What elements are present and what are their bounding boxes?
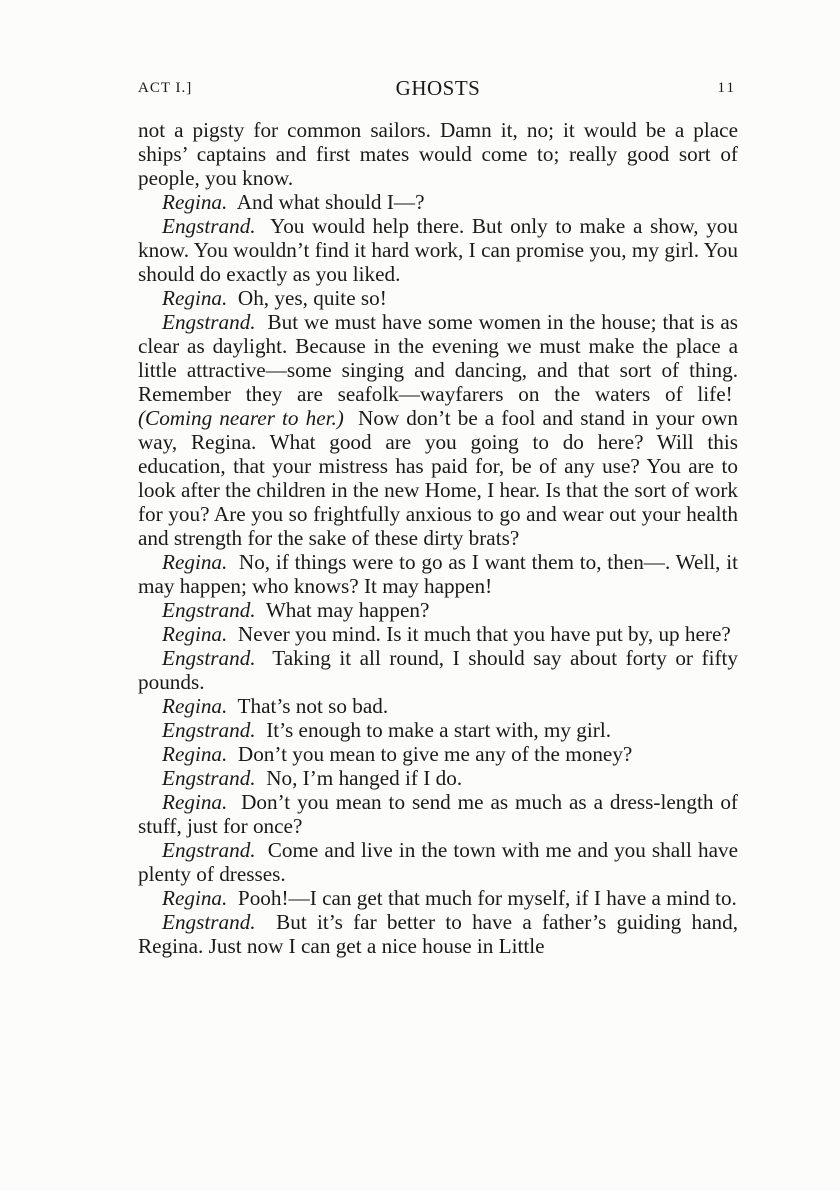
page-number: 11 <box>717 80 736 96</box>
page-body <box>138 118 738 958</box>
speaker-name: Regina. <box>162 190 228 214</box>
dialogue-text: Don’t you mean to send me as much as a dress-length of stuff, just for once? <box>138 790 738 838</box>
speaker-name: Regina. <box>162 886 228 910</box>
dialogue-text: Never you mind. Is it much that you have put by, up here? <box>237 622 731 646</box>
speaker-name: Regina. <box>162 550 228 574</box>
paragraph <box>138 286 738 310</box>
speaker-name: Engstrand. <box>162 766 256 790</box>
dialogue-text: Pooh!—I can get that much for myself, if I have a mind to. <box>237 886 737 910</box>
speaker-name: Engstrand. <box>162 310 256 334</box>
speaker-name: Regina. <box>162 694 228 718</box>
running-header <box>138 76 738 100</box>
speaker-name: Engstrand. <box>162 646 256 670</box>
dialogue-text: No, if things were to go as I want them to, then—. Well, it may happen; who knows? It may happen! <box>138 550 738 598</box>
dialogue-text: Oh, yes, quite so! <box>237 286 387 310</box>
paragraph <box>138 742 738 766</box>
dialogue-text: Taking it all round, I should say about forty or fifty pounds. <box>138 646 738 694</box>
speaker-name: Engstrand. <box>162 718 256 742</box>
dialogue-text: Come and live in the town with me and you shall have plenty of dresses. <box>138 838 739 886</box>
speaker-name: Regina. <box>162 790 228 814</box>
dialogue-text: But it’s far better to have a father’s guiding hand, Regina. Just now I can get a nice house in Little <box>138 910 739 958</box>
paragraph <box>138 790 738 838</box>
speaker-name: Regina. <box>162 622 228 646</box>
paragraph <box>138 910 738 958</box>
paragraph <box>138 550 738 598</box>
act-label: ACT I.] <box>138 80 193 96</box>
speaker-name: Engstrand. <box>162 598 256 622</box>
dialogue-text: What may happen? <box>265 598 430 622</box>
paragraph <box>138 718 738 742</box>
paragraph <box>138 598 738 622</box>
dialogue-text: That’s not so bad. <box>237 694 389 718</box>
paragraph <box>138 694 738 718</box>
paragraph <box>138 622 738 646</box>
speaker-name: Regina. <box>162 742 228 766</box>
book-title: GHOSTS <box>395 76 481 100</box>
dialogue-text: No, I’m hanged if I do. <box>266 766 463 790</box>
dialogue-text: You would help there. But only to make a show, you know. You wouldn’t find it hard work, I can promise you, my girl. You should do exactly as you liked. <box>138 214 738 286</box>
paragraph <box>138 310 738 550</box>
dialogue-text: Don’t you mean to give me any of the money? <box>237 742 633 766</box>
paragraph <box>138 214 738 286</box>
speaker-name: Engstrand. <box>162 838 256 862</box>
paragraph <box>138 646 738 694</box>
paragraph <box>138 766 738 790</box>
speaker-name: Engstrand. <box>162 910 256 934</box>
dialogue-text: It’s enough to make a start with, my girl. <box>266 718 612 742</box>
speaker-name: Regina. <box>162 286 228 310</box>
paragraph <box>138 886 738 910</box>
stage-direction: (Coming nearer to her.) <box>138 406 344 430</box>
dialogue-text: And what should I—? <box>236 190 425 214</box>
paragraph <box>138 838 738 886</box>
dialogue-text: But we must have some women in the house; that is as clear as daylight. Because in the evening we must make the place a little attractive—some singing and dancing, and that sort of thing. Remember they are seafolk—wayfarers on the waters of life! <box>138 310 738 406</box>
paragraph <box>138 190 738 214</box>
dialogue-text: Now don’t be a fool and stand in your own way, Regina. What good are you going to do here? Will this education, that your mistress has paid for, be of any use? You are to look after the children in the new Home, I hear. Is that the sort of work for you? Are you so frightfully anxious to go and wear out your health and strength for the sake of these dirty brats? <box>138 406 738 550</box>
dialogue-text: not a pigsty for common sailors. Damn it, no; it would be a place ships’ captains and first mates would come to; really good sort of people, you know. <box>138 118 738 190</box>
speaker-name: Engstrand. <box>162 214 256 238</box>
paragraph <box>138 118 738 190</box>
